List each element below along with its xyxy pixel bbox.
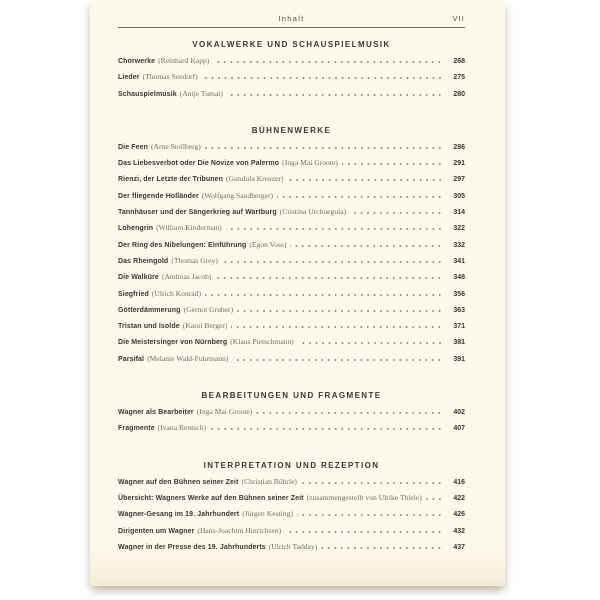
entry-author: (Karol Berger) <box>182 321 228 331</box>
entry-title: Schauspielmusik <box>118 90 177 98</box>
entry-author: (Reinhard Kapp) <box>158 56 210 65</box>
dot-leader <box>227 94 445 96</box>
toc-row <box>118 223 465 239</box>
toc-section <box>118 461 465 558</box>
entry-author: (Inga Mai Groote) <box>282 158 338 168</box>
dot-leader <box>301 482 445 484</box>
toc-row <box>118 207 465 223</box>
entry-page-number: 291 <box>453 160 465 168</box>
dot-leader <box>205 147 445 149</box>
entry-page-number: 391 <box>453 355 465 363</box>
entry-author: (Hans-Joachim Hinrichsen) <box>197 525 282 535</box>
dot-leader <box>350 212 445 214</box>
dot-leader <box>426 498 445 500</box>
dot-leader <box>321 547 445 549</box>
section-heading: BÜHNENWERKE <box>251 125 332 135</box>
toc-row <box>118 542 465 558</box>
entry-author: (Inga Mai Groote) <box>196 407 253 417</box>
toc-row <box>118 509 465 525</box>
entry-page-number: 268 <box>453 58 465 65</box>
dot-leader <box>226 228 445 230</box>
toc-row <box>118 493 465 509</box>
dot-leader <box>232 359 445 361</box>
entry-title: Lieder <box>118 74 140 82</box>
entry-author: (Ivana Rentsch) <box>157 423 206 433</box>
toc-row <box>118 158 465 174</box>
entry-page-number: 332 <box>453 241 465 249</box>
toc-row <box>118 407 465 423</box>
running-head-title: Inhalt <box>278 14 305 23</box>
entry-page-number: 432 <box>453 527 465 535</box>
toc-section <box>118 126 465 370</box>
entry-page-number: 363 <box>453 306 465 314</box>
entry-author: (Thomas Seedorf) <box>142 72 198 82</box>
entry-title: Die Feen <box>118 143 148 151</box>
page-folio: VII <box>452 14 465 23</box>
entry-author: (Wolfgang Sandberger) <box>201 190 274 200</box>
entry-author: (Gundula Kreuzer) <box>226 174 284 184</box>
entry-author: (Arne Stollberg) <box>150 141 201 151</box>
entry-page-number: 341 <box>453 257 465 265</box>
toc-row <box>118 354 465 370</box>
entry-page-number: 305 <box>453 192 465 200</box>
dot-leader <box>202 77 445 79</box>
entry-page-number: 416 <box>453 478 465 486</box>
page-content <box>90 14 505 558</box>
toc-row <box>118 321 465 337</box>
dot-leader <box>213 61 445 63</box>
entry-author: (Melanie Wald-Fuhrmann) <box>147 353 229 363</box>
entry-author: (Ulrich Konrad) <box>151 288 201 298</box>
toc-row <box>118 423 465 439</box>
entry-title: Der Ring des Nibelungen: Einführung <box>118 241 247 249</box>
entry-page-number: 314 <box>453 209 465 217</box>
header-rule <box>118 27 465 28</box>
entry-page-number: 280 <box>453 90 465 98</box>
dot-leader <box>210 428 445 430</box>
entry-page-number: 437 <box>453 543 465 551</box>
dot-leader <box>256 412 445 414</box>
entry-author: (Thomas Grey) <box>171 255 218 265</box>
running-head <box>118 14 465 24</box>
dot-leader <box>297 514 445 516</box>
entry-title: Die Meistersinger von Nürnberg <box>118 339 228 347</box>
dot-leader <box>290 245 445 247</box>
entry-author: (Jürgen Kesting) <box>242 509 293 519</box>
entry-page-number: 322 <box>453 225 465 233</box>
entry-title: Das Liebesverbot oder Die Novize von Palermo <box>118 160 280 168</box>
toc-row <box>118 72 465 88</box>
toc-section <box>118 391 465 440</box>
toc-row <box>118 142 465 158</box>
toc-section <box>118 40 465 105</box>
entry-title: Chorwerke <box>118 58 156 65</box>
entry-page-number: 297 <box>453 176 465 184</box>
entry-page-number: 422 <box>453 494 465 502</box>
entry-page-number: 275 <box>453 74 465 82</box>
entry-title: Parsifal <box>118 355 145 363</box>
entry-author: (Klaus Pietschmann) <box>230 337 294 347</box>
entry-title: Lohengrin <box>118 225 154 233</box>
entry-title: Siegfried <box>118 290 149 298</box>
entry-page-number: 286 <box>453 143 465 151</box>
toc-row <box>118 191 465 207</box>
toc-row <box>118 305 465 321</box>
entry-title: Das Rheingold <box>118 257 169 265</box>
dot-leader <box>288 179 445 181</box>
entry-title: Der fliegende Holländer <box>118 192 199 200</box>
dot-leader <box>277 196 445 198</box>
entry-title: Fragmente <box>118 425 155 433</box>
entry-title: Wagner auf den Bühnen seiner Zeit <box>118 478 239 486</box>
entry-author: (Andreas Jacob) <box>161 272 212 282</box>
section-heading: VOKALWERKE UND SCHAUSPIELMUSIK <box>192 40 391 49</box>
toc-sections <box>118 40 465 558</box>
entry-author: (Christian Bührle) <box>241 476 297 486</box>
entry-title: Wagner als Bearbeiter <box>118 409 194 417</box>
toc-row <box>118 272 465 288</box>
toc-row <box>118 56 465 72</box>
dot-leader <box>342 163 445 165</box>
dot-leader <box>215 277 445 279</box>
entry-page-number: 348 <box>453 274 465 282</box>
toc-row <box>118 174 465 190</box>
entry-title: Götterdämmerung <box>118 306 181 314</box>
toc-row <box>118 256 465 272</box>
entry-page-number: 371 <box>453 323 465 331</box>
entry-page-number: 407 <box>453 425 465 433</box>
entry-page-number: 381 <box>453 339 465 347</box>
dot-leader <box>285 531 445 533</box>
entry-title: Wagner in der Presse des 19. Jahrhunderts <box>118 543 266 551</box>
entry-title: Übersicht: Wagners Werke auf den Bühnen seiner Zeit <box>118 494 304 502</box>
toc-row <box>118 289 465 305</box>
dot-leader <box>237 310 445 312</box>
toc-row <box>118 477 465 493</box>
section-heading: INTERPRETATION UND REZEPTION <box>203 460 380 470</box>
entry-author: (Cristina Urchueguía) <box>279 207 347 217</box>
entry-author: (zusammengestellt von Ulrike Thiele) <box>306 492 422 502</box>
entry-title: Die Walküre <box>118 274 159 282</box>
dot-leader <box>222 261 445 263</box>
entry-author: (William Kinderman) <box>156 223 222 233</box>
entry-author: (Gernot Gruber) <box>183 304 234 314</box>
entry-page-number: 402 <box>453 409 465 417</box>
dot-leader <box>205 294 445 296</box>
dot-leader <box>231 326 445 328</box>
entry-title: Wagner-Gesang im 19. Jahrhundert <box>118 511 240 519</box>
entry-title: Tannhäuser und der Sängerkrieg auf Wartburg <box>118 209 277 217</box>
toc-row <box>118 89 465 105</box>
dot-leader <box>298 342 445 344</box>
toc-row <box>118 526 465 542</box>
entry-title: Rienzi, der Letzte der Tribunen <box>118 176 224 184</box>
entry-author: (Ulrich Tadday) <box>268 541 318 551</box>
entry-author: (Antje Tumat) <box>179 88 223 98</box>
book-page <box>90 0 505 586</box>
entry-author: (Egon Voss) <box>249 239 287 249</box>
entry-page-number: 356 <box>453 290 465 298</box>
entry-page-number: 426 <box>453 511 465 519</box>
entry-title: Tristan und Isolde <box>118 323 180 331</box>
entry-title: Dirigenten um Wagner <box>118 527 195 535</box>
section-heading: BEARBEITUNGEN UND FRAGMENTE <box>201 391 382 401</box>
toc-row <box>118 240 465 256</box>
toc-row <box>118 337 465 353</box>
